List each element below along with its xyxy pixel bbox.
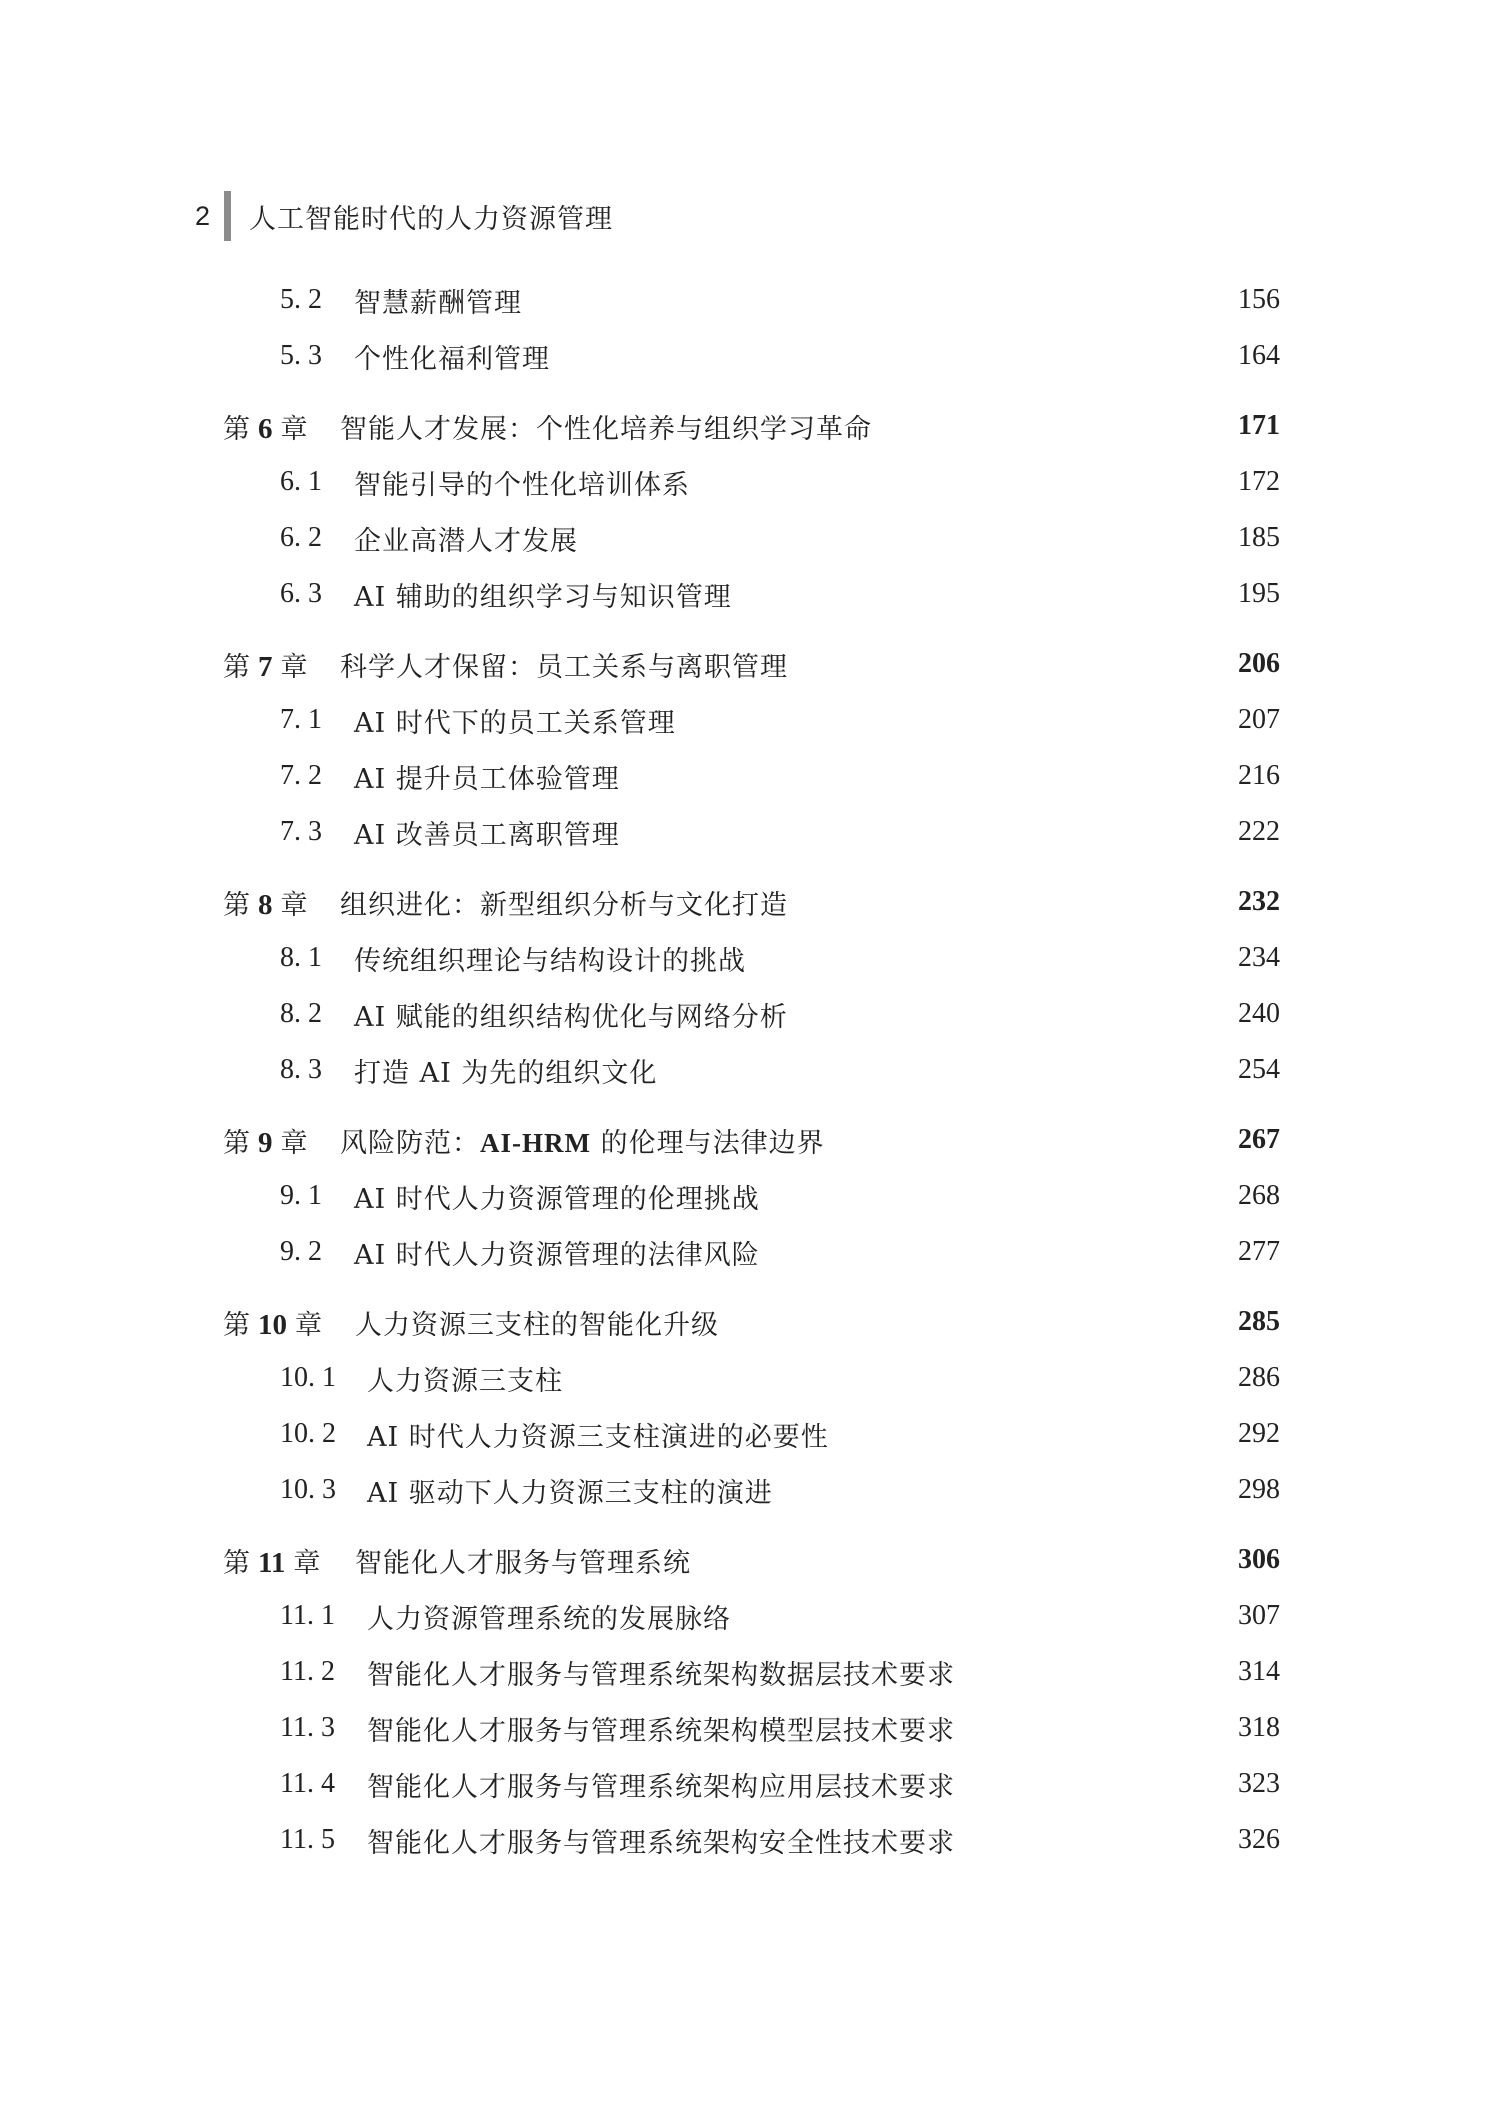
page-ref: 232 bbox=[1238, 886, 1280, 917]
toc-chapter-10[interactable] bbox=[0, 1299, 1510, 1345]
chapter-title: 组织进化：新型组织分析与文化打造 bbox=[340, 889, 788, 921]
section-title: AI 提升员工体验管理 bbox=[354, 763, 620, 795]
chapter-title: 人力资源三支柱的智能化升级 bbox=[355, 1309, 719, 1341]
toc-entry-7-1[interactable] bbox=[0, 697, 1510, 743]
toc-entry-8-2[interactable] bbox=[0, 991, 1510, 1037]
section-title: AI 时代人力资源管理的法律风险 bbox=[354, 1239, 760, 1271]
section-title: 智能化人才服务与管理系统架构模型层技术要求 bbox=[367, 1715, 955, 1747]
section-number: 6. 1 bbox=[280, 466, 322, 497]
toc-entry-7-3[interactable] bbox=[0, 809, 1510, 855]
toc-entry-9-2[interactable] bbox=[0, 1229, 1510, 1275]
section-title: 智能化人才服务与管理系统架构安全性技术要求 bbox=[367, 1827, 955, 1859]
toc-chapter-6[interactable] bbox=[0, 403, 1510, 449]
toc-entry-6-3[interactable] bbox=[0, 571, 1510, 617]
running-head bbox=[195, 192, 613, 240]
toc-chapter-11[interactable] bbox=[0, 1537, 1510, 1583]
toc-entry-7-2[interactable] bbox=[0, 753, 1510, 799]
section-title: 智能化人才服务与管理系统架构数据层技术要求 bbox=[367, 1659, 955, 1691]
section-number: 6. 2 bbox=[280, 522, 322, 553]
toc-entry-10-1[interactable] bbox=[0, 1355, 1510, 1401]
section-number: 8. 3 bbox=[280, 1054, 322, 1085]
chapter-number: 第 11 章 bbox=[223, 1546, 321, 1579]
section-number: 11. 3 bbox=[280, 1712, 335, 1743]
toc-entry-11-2[interactable] bbox=[0, 1649, 1510, 1695]
chapter-title: 智能人才发展：个性化培养与组织学习革命 bbox=[340, 413, 872, 445]
page-ref: 185 bbox=[1238, 522, 1280, 553]
toc-entry-8-3[interactable] bbox=[0, 1047, 1510, 1093]
page-ref: 314 bbox=[1238, 1656, 1280, 1687]
page-ref: 172 bbox=[1238, 466, 1280, 497]
section-title: 企业高潜人才发展 bbox=[354, 525, 578, 557]
section-title: 智能引导的个性化培训体系 bbox=[354, 469, 690, 501]
section-title: AI 时代人力资源三支柱演进的必要性 bbox=[367, 1421, 829, 1453]
page-ref: 298 bbox=[1238, 1474, 1280, 1505]
page-ref: 195 bbox=[1238, 578, 1280, 609]
section-title: AI 驱动下人力资源三支柱的演进 bbox=[367, 1477, 773, 1509]
page-ref: 216 bbox=[1238, 760, 1280, 791]
chapter-number: 第 10 章 bbox=[223, 1308, 322, 1341]
section-number: 11. 4 bbox=[280, 1768, 335, 1799]
section-title: 人力资源三支柱 bbox=[367, 1365, 563, 1397]
toc-entry-10-3[interactable] bbox=[0, 1467, 1510, 1513]
section-title: AI 赋能的组织结构优化与网络分析 bbox=[354, 1001, 788, 1033]
toc-chapter-8[interactable] bbox=[0, 879, 1510, 925]
section-title: 传统组织理论与结构设计的挑战 bbox=[354, 945, 746, 977]
header-divider-bar bbox=[224, 191, 231, 241]
page-ref: 156 bbox=[1238, 284, 1280, 315]
section-title: AI 时代人力资源管理的伦理挑战 bbox=[354, 1183, 760, 1215]
toc-entry-8-1[interactable] bbox=[0, 935, 1510, 981]
section-title: 智慧薪酬管理 bbox=[354, 287, 522, 319]
toc-chapter-7[interactable] bbox=[0, 641, 1510, 687]
page-ref: 307 bbox=[1238, 1600, 1280, 1631]
section-number: 9. 2 bbox=[280, 1236, 322, 1267]
section-number: 10. 1 bbox=[280, 1362, 336, 1393]
section-number: 10. 2 bbox=[280, 1418, 336, 1449]
section-number: 9. 1 bbox=[280, 1180, 322, 1211]
toc-entry-11-3[interactable] bbox=[0, 1705, 1510, 1751]
page-ref: 254 bbox=[1238, 1054, 1280, 1085]
page-ref: 206 bbox=[1238, 648, 1280, 679]
page-ref: 222 bbox=[1238, 816, 1280, 847]
chapter-title: 风险防范：AI-HRM 的伦理与法律边界 bbox=[340, 1127, 825, 1159]
page-ref: 207 bbox=[1238, 704, 1280, 735]
toc-chapter-9[interactable] bbox=[0, 1117, 1510, 1163]
section-number: 8. 1 bbox=[280, 942, 322, 973]
section-number: 7. 2 bbox=[280, 760, 322, 791]
chapter-number: 第 8 章 bbox=[223, 888, 308, 921]
section-number: 5. 2 bbox=[280, 284, 322, 315]
page-ref: 306 bbox=[1238, 1544, 1280, 1575]
section-number: 8. 2 bbox=[280, 998, 322, 1029]
section-title: AI 改善员工离职管理 bbox=[354, 819, 620, 851]
page-ref: 164 bbox=[1238, 340, 1280, 371]
section-number: 11. 2 bbox=[280, 1656, 335, 1687]
chapter-number: 第 6 章 bbox=[223, 412, 308, 445]
chapter-title: 智能化人才服务与管理系统 bbox=[355, 1547, 691, 1579]
toc-entry-6-1[interactable] bbox=[0, 459, 1510, 505]
section-number: 7. 3 bbox=[280, 816, 322, 847]
book-title: 人工智能时代的人力资源管理 bbox=[249, 203, 614, 235]
page-ref: 240 bbox=[1238, 998, 1280, 1029]
section-title: AI 辅助的组织学习与知识管理 bbox=[354, 581, 732, 613]
section-title: 智能化人才服务与管理系统架构应用层技术要求 bbox=[367, 1771, 955, 1803]
section-number: 11. 1 bbox=[280, 1600, 335, 1631]
toc-entry-5-3[interactable] bbox=[0, 333, 1510, 379]
chapter-number: 第 9 章 bbox=[223, 1126, 308, 1159]
section-number: 11. 5 bbox=[280, 1824, 335, 1855]
page-ref: 277 bbox=[1238, 1236, 1280, 1267]
page-ref: 286 bbox=[1238, 1362, 1280, 1393]
section-number: 5. 3 bbox=[280, 340, 322, 371]
page-ref: 323 bbox=[1238, 1768, 1280, 1799]
toc-entry-11-4[interactable] bbox=[0, 1761, 1510, 1807]
section-number: 7. 1 bbox=[280, 704, 322, 735]
page-number: 2 bbox=[195, 200, 211, 231]
toc-entry-11-5[interactable] bbox=[0, 1817, 1510, 1863]
page-ref: 267 bbox=[1238, 1124, 1280, 1155]
section-title: 打造 AI 为先的组织文化 bbox=[354, 1057, 658, 1089]
page-ref: 285 bbox=[1238, 1306, 1280, 1337]
toc-entry-10-2[interactable] bbox=[0, 1411, 1510, 1457]
section-title: 人力资源管理系统的发展脉络 bbox=[367, 1603, 731, 1635]
page-ref: 318 bbox=[1238, 1712, 1280, 1743]
section-title: 个性化福利管理 bbox=[354, 343, 550, 375]
page-ref: 326 bbox=[1238, 1824, 1280, 1855]
section-number: 6. 3 bbox=[280, 578, 322, 609]
toc-entry-6-2[interactable] bbox=[0, 515, 1510, 561]
toc-entry-9-1[interactable] bbox=[0, 1173, 1510, 1219]
page-ref: 234 bbox=[1238, 942, 1280, 973]
page-ref: 268 bbox=[1238, 1180, 1280, 1211]
chapter-number: 第 7 章 bbox=[223, 650, 308, 683]
section-number: 10. 3 bbox=[280, 1474, 336, 1505]
toc-entry-11-1[interactable] bbox=[0, 1593, 1510, 1639]
chapter-title: 科学人才保留：员工关系与离职管理 bbox=[340, 651, 788, 683]
toc-entry-5-2[interactable] bbox=[0, 277, 1510, 323]
section-title: AI 时代下的员工关系管理 bbox=[354, 707, 676, 739]
page-ref: 292 bbox=[1238, 1418, 1280, 1449]
page-ref: 171 bbox=[1238, 410, 1280, 441]
